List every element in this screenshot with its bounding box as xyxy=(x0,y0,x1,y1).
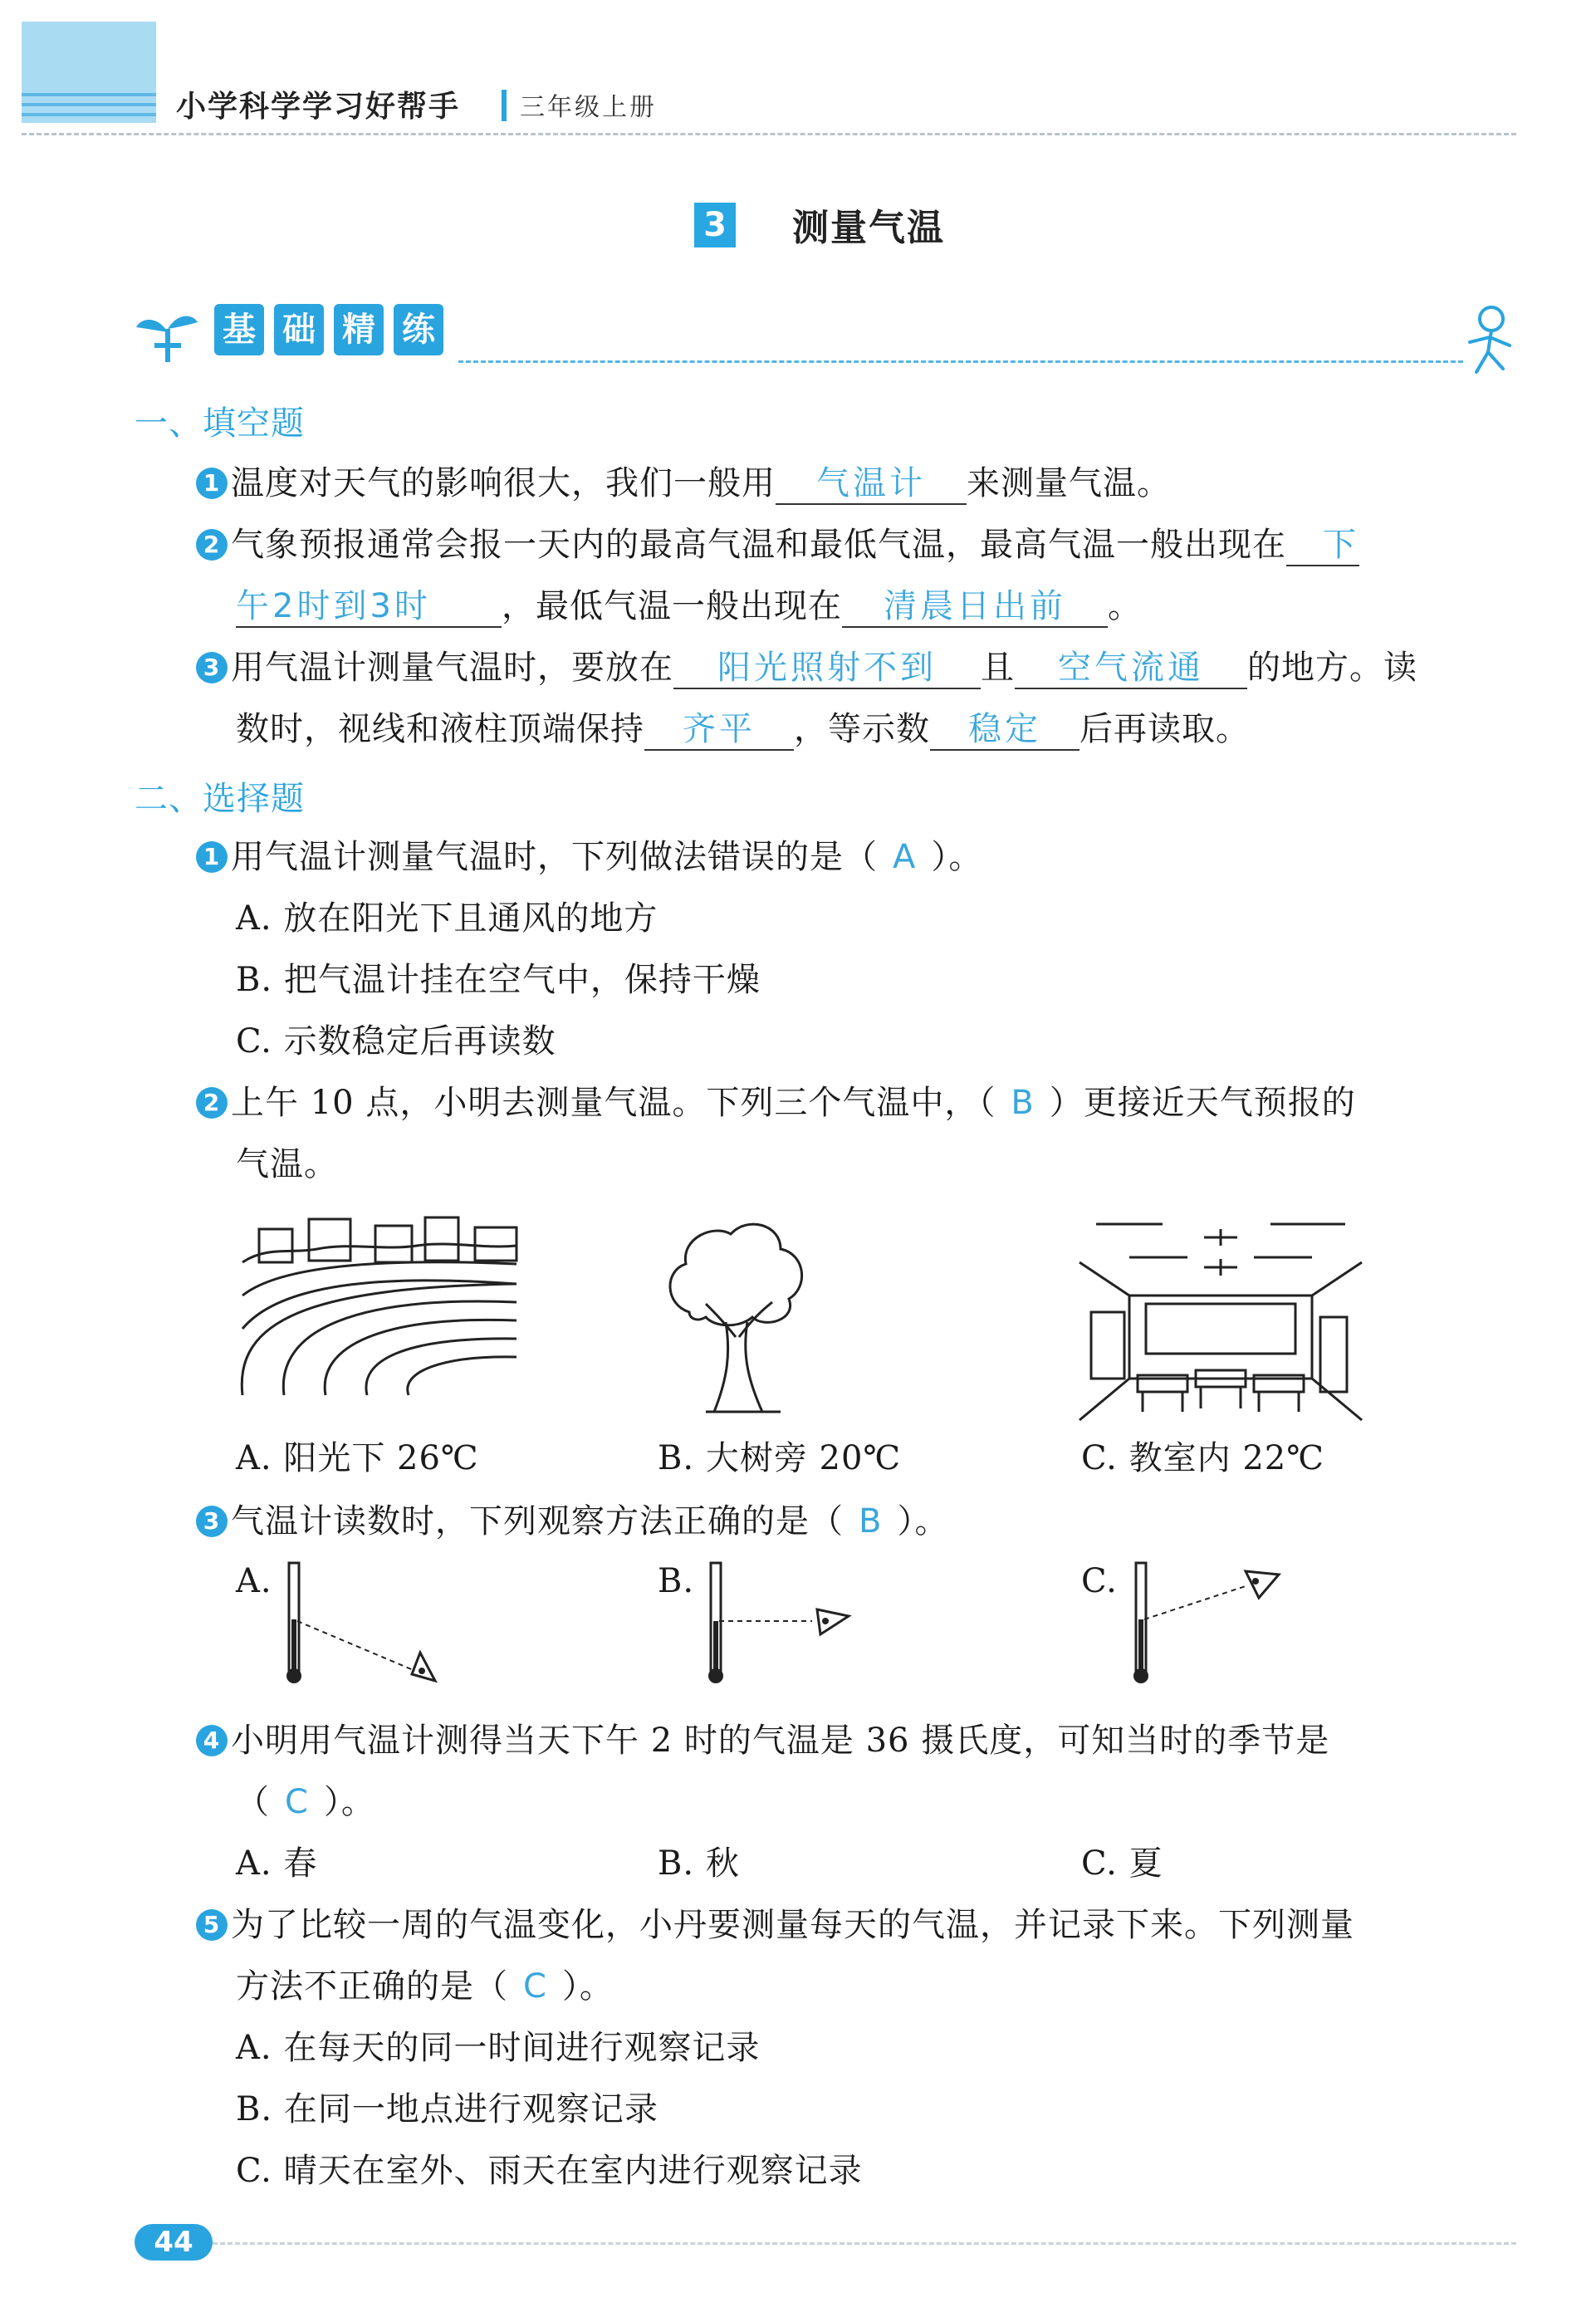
tree-illustration xyxy=(656,1212,814,1420)
option-a: A. 放在阳光下且通风的地方 xyxy=(236,899,658,938)
question-number: 5 xyxy=(196,1909,228,1941)
answer-blank: 阳光照射不到 xyxy=(673,648,981,689)
banner-char: 础 xyxy=(274,304,324,355)
header-stripe xyxy=(22,113,156,116)
option-c: C. 晴天在室外、雨天在室内进行观察记录 xyxy=(236,2152,863,2190)
answer-blank: 午2时到3时 xyxy=(236,586,502,628)
banner-char: 基 xyxy=(214,304,264,355)
question-number: 4 xyxy=(196,1725,228,1756)
grade-label: 三年级上册 xyxy=(520,93,657,122)
banner-char: 练 xyxy=(394,304,443,355)
sprout-icon xyxy=(135,309,199,364)
banner-dashed-rule xyxy=(458,360,1463,363)
caption-b: B. 大树旁 20℃ xyxy=(658,1439,902,1477)
choice-question-3: 3 气温计读数时，下列观察方法正确的是（ B ）。 xyxy=(196,1500,948,1543)
option-c: C. 示数稳定后再读数 xyxy=(236,1022,556,1060)
answer-letter: A xyxy=(893,838,917,876)
answer-blank: 气温计 xyxy=(776,463,967,505)
lesson-title: 测量气温 xyxy=(792,207,945,249)
answer-letter: B xyxy=(1011,1084,1035,1122)
option-b: B. 把气温计挂在空气中，保持干燥 xyxy=(236,961,761,999)
answer-blank: 下 xyxy=(1286,525,1359,566)
running-figure-icon xyxy=(1455,304,1521,380)
fill-question-3: 3 用气温计测量气温时，要放在 阳光照射不到 且 空气流通 的地方。读 xyxy=(196,646,1417,689)
choice-question-5: 5 为了比较一周的气温变化，小丹要测量每天的气温，并记录下来。下列测量 xyxy=(196,1903,1354,1947)
running-track-illustration xyxy=(234,1212,525,1412)
book-title: 小学科学学习好帮手 xyxy=(176,90,461,124)
thermometer-view-b xyxy=(696,1561,879,1686)
question-number: 2 xyxy=(196,1087,228,1119)
caption-a: A. 阳光下 26℃ xyxy=(236,1439,479,1477)
answer-blank: 齐平 xyxy=(644,709,794,751)
choice-question-4-cont: （ C ）。 xyxy=(236,1783,375,1821)
section-heading-fill: 一、填空题 xyxy=(135,404,305,443)
fill-question-2-cont: 午2时到3时 ，最低气温一般出现在 清晨日出前 。 xyxy=(236,585,1142,628)
question-number: 2 xyxy=(196,529,228,561)
choice-question-2-cont: 气温。 xyxy=(236,1145,338,1183)
option-c: C. 夏 xyxy=(1081,1844,1163,1883)
answer-letter: C xyxy=(285,1783,309,1821)
choice-question-4: 4 小明用气温计测得当天下午 2 时的气温是 36 摄氏度，可知当时的季节是 xyxy=(196,1719,1329,1762)
question-number: 3 xyxy=(196,652,228,683)
option-label-b: B. xyxy=(658,1562,695,1600)
choice-question-1: 1 用气温计测量气温时，下列做法错误的是（ A ）。 xyxy=(196,835,982,879)
answer-letter: C xyxy=(523,1967,547,2006)
question-number: 3 xyxy=(196,1506,228,1537)
choice-question-5-cont: 方法不正确的是（ C ）。 xyxy=(236,1967,614,2006)
footer-dashed-rule xyxy=(213,2242,1516,2245)
fill-question-3-cont: 数时，视线和液柱顶端保持 齐平 ，等示数 稳定 后再读取。 xyxy=(236,708,1250,751)
option-a: A. 春 xyxy=(236,1844,318,1883)
fill-question-2: 2 气象预报通常会报一天内的最高气温和最低气温，最高气温一般出现在 下 xyxy=(196,523,1359,566)
fill-question-1: 1 温度对天气的影响很大，我们一般用 气温计 来测量气温。 xyxy=(196,462,1171,505)
lesson-number-badge: 3 xyxy=(694,203,736,247)
caption-c: C. 教室内 22℃ xyxy=(1081,1439,1324,1477)
option-label-a: A. xyxy=(236,1562,272,1600)
answer-blank: 清晨日出前 xyxy=(842,586,1108,628)
section-heading-choice: 二、选择题 xyxy=(135,780,305,818)
option-label-c: C. xyxy=(1081,1562,1118,1600)
answer-blank: 稳定 xyxy=(930,709,1080,751)
choice-question-2: 2 上午 10 点，小明去测量气温。下列三个气温中，（ B ）更接近天气预报的 xyxy=(196,1081,1356,1124)
page-number: 44 xyxy=(135,2224,213,2261)
thermometer-view-a xyxy=(274,1561,457,1686)
header-stripe xyxy=(22,93,156,96)
thermometer-view-c xyxy=(1121,1561,1304,1686)
question-number: 1 xyxy=(196,841,228,873)
header-color-block xyxy=(22,22,156,123)
header-dashed-rule xyxy=(22,133,1516,135)
option-b: B. 在同一地点进行观察记录 xyxy=(236,2090,658,2128)
question-number: 1 xyxy=(196,468,228,499)
option-a: A. 在每天的同一时间进行观察记录 xyxy=(236,2029,761,2067)
answer-blank: 空气流通 xyxy=(1015,648,1247,689)
header-divider xyxy=(502,90,507,121)
banner-char: 精 xyxy=(334,304,384,355)
classroom-illustration xyxy=(1080,1212,1362,1420)
answer-letter: B xyxy=(859,1502,883,1541)
header-stripe xyxy=(22,103,156,106)
option-b: B. 秋 xyxy=(658,1844,740,1883)
